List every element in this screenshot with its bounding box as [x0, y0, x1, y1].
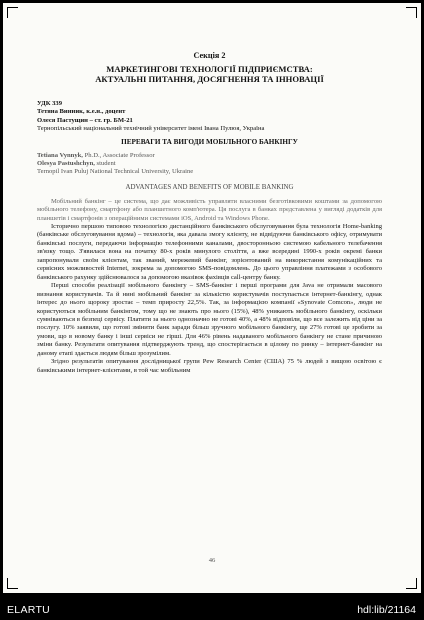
author-title: к.е.н., доцент	[84, 108, 126, 116]
conference-title-line1: МАРКЕТИНГОВІ ТЕХНОЛОГІЇ ПІДПРИЄМСТВА:	[106, 64, 313, 74]
repository-brand: ELARTU	[7, 604, 51, 616]
paragraph: Історично першою типовою технологією дистанційного банківського обслуговування була технологія Home-banking (банківське обслуговування вдома) – технологія, яка давала змогу клієнту, не відвідуючи банківського офісу, отримувати банківські послуги, передаючи інформацію телефонними каналами, двосторонньою системою кабельного телебачення зв'язку тощо. З'явилася вона на початку 80-х років минулого століття, а вже всередині 1990-х років окремі банки запропонували своїм клієнтам, так званий, мережевий банкінг, зорієнтований на використання комунікаційних та сервісних можливостей Internet, зокрема за допомогою SMS-повідомлень. До цього управління платежами з особового банківського рахунку здійснювалося за допомогою вказівок фахівців call-центру банку.	[37, 222, 382, 281]
affiliation-ua: Тернопільський національний технічний університет імені Івана Пулюя, Україна	[37, 124, 265, 132]
paragraph: Мобільний банкінг – це система, що дає можливість управляти власними безготівковими коштами за допомогою мобільного телефону, смартфону або планшетного комп'ютера. Ця послуга в банках представлена у вигляді додатків для планшетів і смартфонів з операційними системами iOS, Android та Windows Phone.	[37, 197, 382, 222]
crop-mark	[406, 578, 417, 589]
author-name: Tetiana Vynnyk,	[37, 152, 83, 160]
crop-mark	[7, 578, 18, 589]
udc-code: УДК 339	[37, 100, 63, 108]
document-page	[3, 3, 421, 593]
affiliation-en: Ternopil Ivan Puluj National Technical University, Ukraine	[37, 168, 194, 176]
paragraph: Згідно результатів опитування дослідницької групи Pew Research Center (США) 75 % людей з вищою освітою є банківськими інтернет-клієнтами, в той час мобільним	[37, 358, 382, 374]
author-name: Olesya Pastushchyn,	[37, 160, 95, 168]
section-heading: Секція 2	[193, 51, 226, 60]
author-name: Олеся Пастущин	[37, 116, 88, 124]
author-title: Ph.D., Associate Professor	[82, 152, 155, 160]
article-content	[37, 51, 382, 375]
author-en-2	[37, 160, 382, 168]
author-ua-1	[37, 108, 382, 116]
page-number: 46	[208, 557, 216, 564]
handle-link[interactable]: hdl:lib/21164	[357, 604, 416, 616]
author-title: – ст. гр. БМ-21	[87, 116, 133, 124]
author-ua-2	[37, 117, 382, 125]
crop-mark	[7, 7, 18, 18]
author-en-1	[37, 152, 382, 160]
author-title: student	[94, 160, 116, 168]
conference-title-line2: АКТУАЛЬНІ ПИТАННЯ, ДОСЯГНЕННЯ ТА ІННОВАЦІЇ	[95, 74, 324, 85]
article-title-en: ADVANTAGES AND BENEFITS OF MOBILE BANKING	[125, 183, 294, 191]
article-title-ua: ПЕРЕВАГИ ТА ВИГОДИ МОБІЛЬНОГО БАНКІНГУ	[121, 138, 298, 147]
crop-mark	[406, 7, 417, 18]
paragraph: Перші способи реалізації мобільного банкінгу – SMS-банкінг і перші програми для Java не отримали масового визнання користувачів. Та й нині мобільний банкінг за кількістю користувачів поступається інтернет-банкінгу, однак інтерес до нього щороку зростає – темп приросту 22,5%. Так, за інформацією компанії «Synovate Comcon», люди не користуються мобільним банкінгом, тому що не знають про нього (15%), 48% уникають мобільного банкінгу, оскільки сумніваються в безпеці сервісу. Платити за нього однозначно не готові 40%, а 48% відповіли, що все залежить від ціни за послугу. 10% заявили, що готові змінити банк заради більш зручного мобільного банкінгу, ще 27% готові це зробити за умови, що в новому банку і інші сервіси не гірші. Для 46% рівень надаваного мобільного банкінгу не стане причиною зміни банку. Результати опитування підтверджують тренд, що спостерігається в цілому по ринку – інтернет-банкінг на даному етапі здається людям більш зрозумілим.	[37, 282, 382, 357]
author-name: Тетяна Винник,	[37, 108, 85, 116]
